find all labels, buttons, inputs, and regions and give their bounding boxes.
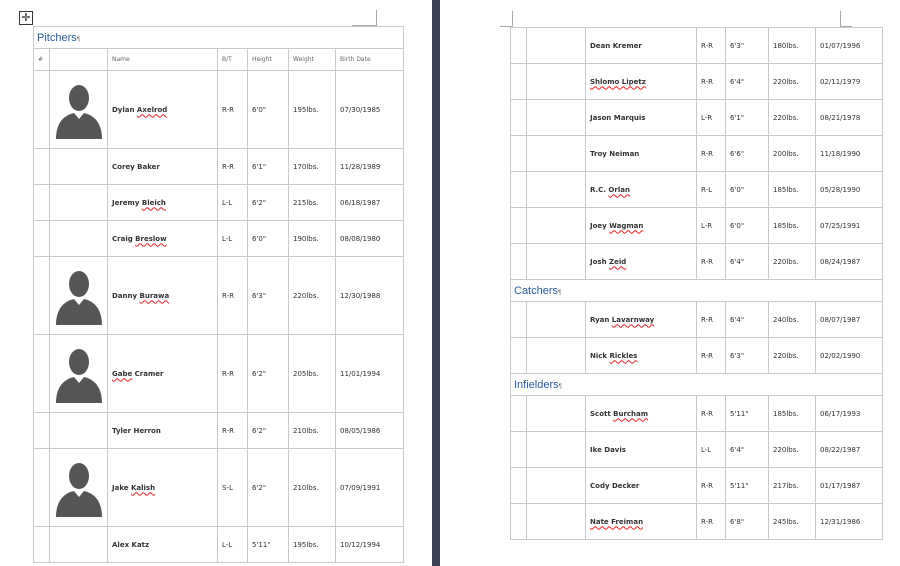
player-weight: 185lbs. xyxy=(769,208,816,244)
photo-cell xyxy=(527,136,586,172)
crop-mark xyxy=(376,10,377,26)
number-cell xyxy=(511,244,527,280)
crop-mark xyxy=(512,11,513,27)
player-bt: R-R xyxy=(697,64,726,100)
player-name-text: Danny Burawa xyxy=(112,291,170,300)
number-cell xyxy=(34,257,50,335)
table-row xyxy=(511,172,883,208)
player-name xyxy=(586,302,697,338)
spellcheck-underline: Lavarnway xyxy=(611,315,655,324)
player-name xyxy=(108,449,218,527)
player-height: 6'3" xyxy=(726,338,769,374)
player-height: 6'2" xyxy=(248,449,289,527)
player-dob: 08/21/1978 xyxy=(816,100,883,136)
player-name-text: R.C. Orlan xyxy=(590,185,630,194)
spellcheck-underline: Breslow xyxy=(135,234,167,243)
player-height: 6'2" xyxy=(248,185,289,221)
player-height: 6'0" xyxy=(248,221,289,257)
number-cell xyxy=(34,335,50,413)
photo-cell xyxy=(527,28,586,64)
player-name-text xyxy=(590,78,646,86)
photo-cell xyxy=(50,185,108,221)
photo-cell xyxy=(527,396,586,432)
player-height: 6'4" xyxy=(726,432,769,468)
column-header-bt: B/T xyxy=(218,49,248,71)
photo-cell xyxy=(527,208,586,244)
player-dob: 01/07/1996 xyxy=(816,28,883,64)
player-dob: 02/02/1990 xyxy=(816,338,883,374)
player-bt: R-R xyxy=(218,335,248,413)
player-silhouette-icon xyxy=(54,81,104,139)
player-bt: R-L xyxy=(697,172,726,208)
number-cell xyxy=(34,149,50,185)
spellcheck-underline: Orlan xyxy=(608,185,630,194)
player-name-text: Ike Davis xyxy=(590,445,626,454)
number-cell xyxy=(34,185,50,221)
photo-cell xyxy=(50,221,108,257)
photo-cell xyxy=(50,449,108,527)
player-weight: 220lbs. xyxy=(769,338,816,374)
player-weight: 210lbs. xyxy=(289,449,336,527)
player-weight: 220lbs. xyxy=(769,100,816,136)
player-height: 5'11" xyxy=(726,468,769,504)
player-name-text: Joey Wagman xyxy=(590,221,644,230)
player-weight: 205lbs. xyxy=(289,335,336,413)
player-bt: L-L xyxy=(218,185,248,221)
paragraph-mark: ¶ xyxy=(76,36,80,43)
player-name-text: Cody Decker xyxy=(590,481,640,490)
player-name xyxy=(108,185,218,221)
player-weight: 170lbs. xyxy=(289,149,336,185)
table-row xyxy=(34,221,404,257)
player-name-text: Ryan Lavarnway xyxy=(590,315,655,324)
player-weight: 185lbs. xyxy=(769,172,816,208)
photo-cell xyxy=(50,257,108,335)
table-row xyxy=(34,257,404,335)
player-height: 6'1" xyxy=(726,100,769,136)
table-row xyxy=(34,185,404,221)
player-dob: 06/17/1993 xyxy=(816,396,883,432)
number-cell xyxy=(511,338,527,374)
column-header-weight: Weight xyxy=(289,49,336,71)
player-dob: 08/24/1987 xyxy=(816,244,883,280)
table-row xyxy=(34,413,404,449)
table-row xyxy=(511,432,883,468)
player-height: 6'3" xyxy=(726,28,769,64)
column-header-dob: Birth Date xyxy=(336,49,404,71)
player-dob: 05/28/1990 xyxy=(816,172,883,208)
player-name-text: Nick Rickles xyxy=(590,351,638,360)
paragraph-mark: ¶ xyxy=(558,289,562,296)
table-row xyxy=(511,504,883,540)
player-name xyxy=(108,335,218,413)
player-silhouette-icon xyxy=(54,267,104,325)
number-cell xyxy=(34,449,50,527)
section-title: Infielders xyxy=(514,378,559,391)
column-header-num: # xyxy=(34,49,50,71)
number-cell xyxy=(34,527,50,563)
photo-cell xyxy=(50,527,108,563)
player-height: 6'4" xyxy=(726,244,769,280)
player-bt: L-L xyxy=(697,432,726,468)
player-name-text: Gabe Cramer xyxy=(112,369,164,378)
table-row xyxy=(511,136,883,172)
photo-cell xyxy=(50,71,108,149)
photo-cell xyxy=(527,468,586,504)
roster-table-right xyxy=(510,27,883,540)
photo-cell xyxy=(50,335,108,413)
spellcheck-underline: Nate Freiman xyxy=(590,517,644,526)
photo-cell xyxy=(50,149,108,185)
player-height: 6'4" xyxy=(726,302,769,338)
player-silhouette-icon xyxy=(54,345,104,403)
player-weight: 195lbs. xyxy=(289,71,336,149)
player-bt: R-R xyxy=(218,149,248,185)
player-name xyxy=(108,149,218,185)
player-silhouette-icon xyxy=(54,459,104,517)
player-name xyxy=(586,468,697,504)
player-weight: 195lbs. xyxy=(289,527,336,563)
table-row xyxy=(34,71,404,149)
player-dob: 08/05/1986 xyxy=(336,413,404,449)
table-row xyxy=(34,335,404,413)
document-page-left xyxy=(0,0,428,566)
spellcheck-underline: Burcham xyxy=(613,409,649,418)
number-cell xyxy=(511,432,527,468)
player-name xyxy=(586,338,697,374)
player-dob: 11/18/1990 xyxy=(816,136,883,172)
player-name xyxy=(108,257,218,335)
player-weight: 210lbs. xyxy=(289,413,336,449)
table-row xyxy=(511,64,883,100)
player-name xyxy=(586,396,697,432)
player-bt: R-R xyxy=(697,504,726,540)
player-bt: R-R xyxy=(697,28,726,64)
player-height: 5'11" xyxy=(248,527,289,563)
player-bt: R-R xyxy=(697,396,726,432)
header-row xyxy=(34,49,404,71)
spellcheck-underline: Kalish xyxy=(130,483,156,492)
page-divider xyxy=(428,0,446,566)
player-weight: 220lbs. xyxy=(289,257,336,335)
spellcheck-underline: Gabe xyxy=(112,369,133,378)
player-name xyxy=(108,413,218,449)
spellcheck-underline: Axelrod xyxy=(136,105,168,114)
table-row xyxy=(34,527,404,563)
photo-cell xyxy=(527,172,586,208)
player-name-text: Josh Zeid xyxy=(590,257,627,266)
player-dob: 02/11/1979 xyxy=(816,64,883,100)
number-cell xyxy=(511,302,527,338)
player-dob: 06/18/1987 xyxy=(336,185,404,221)
player-dob: 12/31/1986 xyxy=(816,504,883,540)
player-bt: R-R xyxy=(697,338,726,374)
player-weight: 180lbs. xyxy=(769,28,816,64)
number-cell xyxy=(511,172,527,208)
spellcheck-underline: Wagman xyxy=(609,221,644,230)
number-cell xyxy=(511,208,527,244)
player-name xyxy=(586,208,697,244)
player-name xyxy=(108,71,218,149)
player-dob: 11/01/1994 xyxy=(336,335,404,413)
table-row xyxy=(511,468,883,504)
player-bt: S-L xyxy=(218,449,248,527)
player-name-text: Dylan Axelrod xyxy=(112,105,168,114)
table-row xyxy=(511,338,883,374)
number-cell xyxy=(511,28,527,64)
player-bt: R-R xyxy=(697,302,726,338)
spellcheck-underline: Zeid xyxy=(609,257,627,266)
photo-cell xyxy=(527,64,586,100)
number-cell xyxy=(511,100,527,136)
player-weight: 240lbs. xyxy=(769,302,816,338)
player-name-text: Tyler Herron xyxy=(112,426,161,435)
photo-cell xyxy=(527,302,586,338)
section-row xyxy=(511,374,883,396)
player-dob: 08/07/1987 xyxy=(816,302,883,338)
player-name-text: Jason Marquis xyxy=(590,113,646,122)
table-row xyxy=(511,302,883,338)
column-header-photo xyxy=(50,49,108,71)
photo-cell xyxy=(527,504,586,540)
spellcheck-underline: Rickles xyxy=(609,351,638,360)
player-height: 5'11" xyxy=(726,396,769,432)
player-weight: 190lbs. xyxy=(289,221,336,257)
player-name xyxy=(586,432,697,468)
table-row xyxy=(511,244,883,280)
player-name-text: Dean Kremer xyxy=(590,41,642,50)
player-name-text: Craig Breslow xyxy=(112,234,167,243)
player-name xyxy=(586,100,697,136)
number-cell xyxy=(511,468,527,504)
photo-cell xyxy=(527,100,586,136)
player-height: 6'1" xyxy=(248,149,289,185)
player-name-text: Alex Katz xyxy=(112,540,150,549)
number-cell xyxy=(34,221,50,257)
player-dob: 12/30/1988 xyxy=(336,257,404,335)
player-bt: L-R xyxy=(697,208,726,244)
player-name xyxy=(586,64,697,100)
player-bt: R-R xyxy=(697,468,726,504)
player-name-text xyxy=(590,518,643,526)
photo-cell xyxy=(527,432,586,468)
player-dob: 01/17/1987 xyxy=(816,468,883,504)
player-dob: 07/09/1991 xyxy=(336,449,404,527)
section-title: Catchers xyxy=(514,284,559,297)
player-weight: 245lbs. xyxy=(769,504,816,540)
number-cell xyxy=(511,64,527,100)
section-heading xyxy=(34,27,404,49)
player-name xyxy=(586,172,697,208)
player-name-text: Troy Neiman xyxy=(590,149,640,158)
table-row xyxy=(511,28,883,64)
number-cell xyxy=(511,396,527,432)
player-name xyxy=(586,504,697,540)
player-name xyxy=(586,244,697,280)
section-heading xyxy=(511,374,883,396)
player-bt: L-R xyxy=(697,100,726,136)
column-header-height: Height xyxy=(248,49,289,71)
player-bt: L-L xyxy=(218,527,248,563)
section-heading xyxy=(511,280,883,302)
player-dob: 08/08/1980 xyxy=(336,221,404,257)
player-height: 6'8" xyxy=(726,504,769,540)
table-move-handle-icon[interactable]: ✛ xyxy=(19,11,33,25)
table-row xyxy=(34,149,404,185)
player-weight: 220lbs. xyxy=(769,432,816,468)
roster-table-left xyxy=(33,26,404,563)
player-height: 6'2" xyxy=(248,413,289,449)
photo-cell xyxy=(527,338,586,374)
table-row xyxy=(511,100,883,136)
section-title: Pitchers xyxy=(37,31,77,44)
number-cell xyxy=(511,136,527,172)
player-dob: 10/12/1994 xyxy=(336,527,404,563)
player-dob: 07/25/1991 xyxy=(816,208,883,244)
crop-mark xyxy=(840,11,841,27)
document-page-right xyxy=(446,0,900,566)
spellcheck-underline: Burawa xyxy=(139,291,170,300)
number-cell xyxy=(511,504,527,540)
player-height: 6'4" xyxy=(726,64,769,100)
player-weight: 217lbs. xyxy=(769,468,816,504)
spellcheck-underline: Bleich xyxy=(141,198,166,207)
player-bt: R-R xyxy=(697,244,726,280)
player-name-text: Scott Burcham xyxy=(590,409,649,418)
number-cell xyxy=(34,71,50,149)
player-name-text: Jake Kalish xyxy=(112,483,156,492)
player-weight: 220lbs. xyxy=(769,64,816,100)
player-height: 6'2" xyxy=(248,335,289,413)
section-row xyxy=(511,280,883,302)
player-bt: R-R xyxy=(218,257,248,335)
column-header-name: Name xyxy=(108,49,218,71)
spellcheck-underline: Shlomo Lipetz xyxy=(590,77,646,86)
player-weight: 220lbs. xyxy=(769,244,816,280)
player-bt: L-L xyxy=(218,221,248,257)
player-dob: 07/30/1985 xyxy=(336,71,404,149)
player-weight: 185lbs. xyxy=(769,396,816,432)
table-row xyxy=(34,449,404,527)
player-weight: 200lbs. xyxy=(769,136,816,172)
player-height: 6'0" xyxy=(726,208,769,244)
player-name-text: Jeremy Bleich xyxy=(112,198,166,207)
photo-cell xyxy=(50,413,108,449)
player-dob: 11/28/1989 xyxy=(336,149,404,185)
player-name xyxy=(108,221,218,257)
player-height: 6'3" xyxy=(248,257,289,335)
player-dob: 08/22/1987 xyxy=(816,432,883,468)
player-height: 6'6" xyxy=(726,136,769,172)
photo-cell xyxy=(527,244,586,280)
player-height: 6'0" xyxy=(248,71,289,149)
player-bt: R-R xyxy=(697,136,726,172)
player-bt: R-R xyxy=(218,71,248,149)
table-row xyxy=(511,396,883,432)
paragraph-mark: ¶ xyxy=(558,383,562,390)
player-name-text: Corey Baker xyxy=(112,162,160,171)
player-weight: 215lbs. xyxy=(289,185,336,221)
player-name xyxy=(586,28,697,64)
player-name xyxy=(108,527,218,563)
table-row xyxy=(511,208,883,244)
section-row xyxy=(34,27,404,49)
player-name xyxy=(586,136,697,172)
number-cell xyxy=(34,413,50,449)
player-height: 6'0" xyxy=(726,172,769,208)
player-bt: R-R xyxy=(218,413,248,449)
